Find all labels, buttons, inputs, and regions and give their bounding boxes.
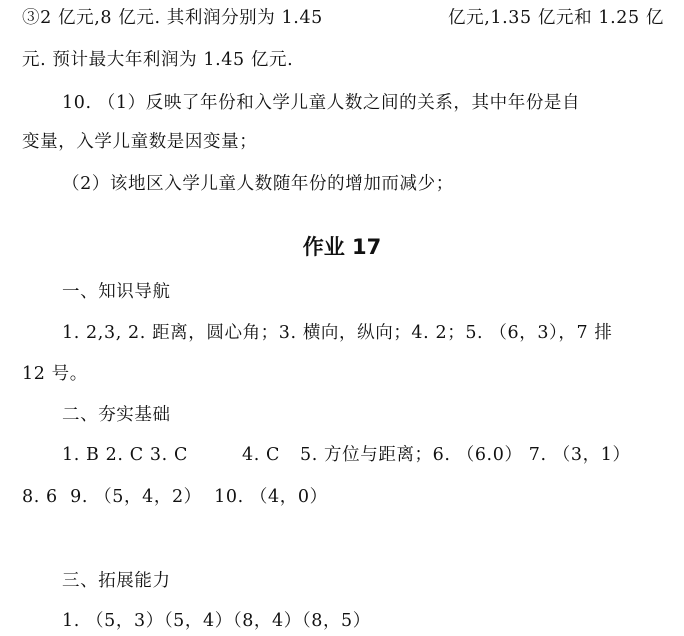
text-line-2: 元. 预计最大年利润为 1.45 亿元. [22, 50, 294, 70]
text-line-8b: 4. C [242, 445, 281, 465]
text-line-5: （2）该地区入学儿童人数随年份的增加而减少； [62, 174, 454, 194]
text-line-8c: 5. 方位与距离；6. （6.0） 7. （3，1） [300, 445, 631, 465]
text-line-1-continued: 亿元,1.35 亿元和 1.25 亿 [448, 8, 664, 28]
subsection-title-1: 一、知识导航 [62, 282, 171, 302]
text-line-4: 变量，入学儿童数是因变量； [22, 132, 258, 152]
section-heading: 作业 17 [302, 235, 382, 259]
text-line-8a: 1. B 2. C 3. C [62, 445, 188, 465]
text-line-7: 12 号。 [22, 364, 88, 384]
text-line-3: 10. （1）反映了年份和入学儿童人数之间的关系，其中年份是自 [62, 93, 581, 113]
subsection-title-2: 二、夯实基础 [62, 405, 171, 425]
text-line-10: 1. （5，3）（5，4）（8，4）（8，5） [62, 611, 371, 631]
subsection-title-3: 三、拓展能力 [62, 571, 171, 591]
text-line-6: 1. 2,3, 2. 距离，圆心角；3. 横向，纵向；4. 2；5. （6，3），7 排 [62, 323, 613, 343]
text-line-1: ③2 亿元,8 亿元. 其利润分别为 1.45 [22, 8, 323, 28]
text-line-9: 8. 6 9. （5，4，2） 10. （4，0） [22, 487, 328, 507]
